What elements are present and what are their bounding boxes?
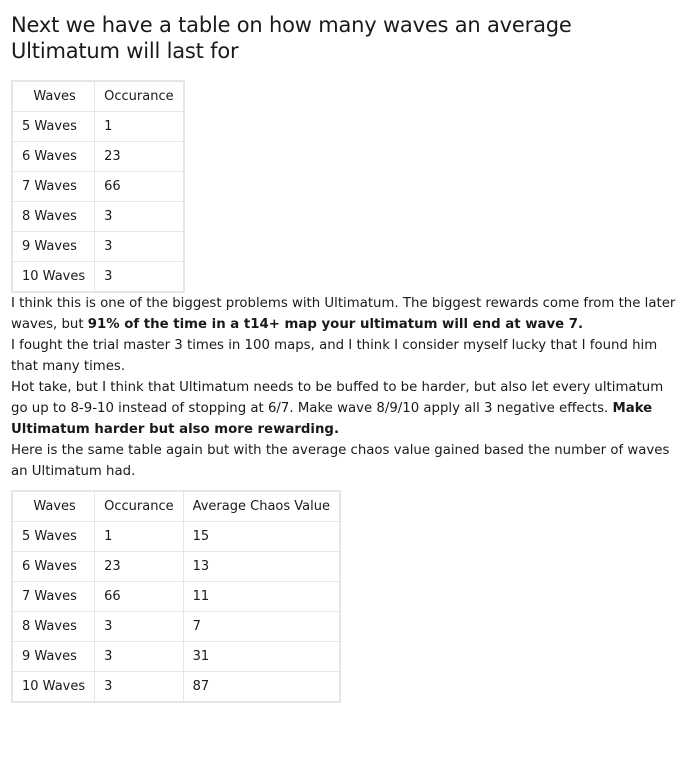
cell-waves: 10 Waves <box>12 672 95 703</box>
paragraph-text: I fought the trial master 3 times in 100 maps, and I think I consider myself lucky that I found him that many times. <box>11 338 658 374</box>
post-body <box>11 12 679 703</box>
cell-waves: 5 Waves <box>12 112 95 142</box>
column-header-average-chaos-value: Average Chaos Value <box>183 491 340 522</box>
cell-occurance: 66 <box>95 582 183 612</box>
cell-average-chaos-value: 11 <box>183 582 340 612</box>
column-header-waves: Waves <box>12 81 95 112</box>
cell-waves: 6 Waves <box>12 552 95 582</box>
paragraph-text: Hot take, but I think that Ultimatum needs to be buffed to be harder, but also let every ultimatum go up to 8-9-10 instead of stopping at 6/7. Make wave 8/9/10 apply all 3 negative effects. <box>11 380 664 416</box>
cell-average-chaos-value: 7 <box>183 612 340 642</box>
cell-occurance: 3 <box>95 202 184 232</box>
table-row <box>12 612 340 642</box>
table-row <box>12 112 184 142</box>
table-row <box>12 172 184 202</box>
cell-occurance: 3 <box>95 672 183 703</box>
cell-average-chaos-value: 15 <box>183 522 340 552</box>
table-row <box>12 522 340 552</box>
column-header-waves: Waves <box>12 491 95 522</box>
waves-table <box>11 80 185 293</box>
table-row <box>12 142 184 172</box>
cell-waves: 7 Waves <box>12 172 95 202</box>
table-row <box>12 552 340 582</box>
cell-occurance: 1 <box>95 112 184 142</box>
table-row <box>12 582 340 612</box>
cell-occurance: 23 <box>95 142 184 172</box>
paragraph-hot-take <box>11 377 679 440</box>
cell-waves: 6 Waves <box>12 142 95 172</box>
paragraph-bold-text: Make Ultimatum harder but also more rewarding. <box>11 401 653 437</box>
cell-occurance: 23 <box>95 552 183 582</box>
cell-occurance: 3 <box>95 612 183 642</box>
cell-occurance: 1 <box>95 522 183 552</box>
paragraph-text: Here is the same table again but with the average chaos value gained based the number of waves an Ultimatum had. <box>11 443 670 479</box>
table-row <box>12 202 184 232</box>
cell-average-chaos-value: 87 <box>183 672 340 703</box>
table-header-row <box>12 491 340 522</box>
cell-waves: 8 Waves <box>12 202 95 232</box>
paragraph-bold-text: 91% of the time in a t14+ map your ultimatum will end at wave 7. <box>87 317 584 332</box>
cell-occurance: 3 <box>95 262 184 293</box>
cell-waves: 8 Waves <box>12 612 95 642</box>
cell-waves: 10 Waves <box>12 262 95 293</box>
table-row <box>12 232 184 262</box>
cell-waves: 7 Waves <box>12 582 95 612</box>
cell-average-chaos-value: 31 <box>183 642 340 672</box>
paragraph-text: I think this is one of the biggest problems with Ultimatum. The biggest rewards come from the later waves, but <box>11 296 676 332</box>
waves-chaos-table <box>11 490 341 703</box>
cell-occurance: 3 <box>95 232 184 262</box>
cell-waves: 9 Waves <box>12 232 95 262</box>
table-header-row <box>12 81 184 112</box>
cell-occurance: 66 <box>95 172 184 202</box>
paragraph-table-intro <box>11 440 679 482</box>
cell-waves: 9 Waves <box>12 642 95 672</box>
column-header-occurance: Occurance <box>95 81 184 112</box>
cell-waves: 5 Waves <box>12 522 95 552</box>
table-row <box>12 262 184 293</box>
cell-occurance: 3 <box>95 642 183 672</box>
cell-average-chaos-value: 13 <box>183 552 340 582</box>
table-row <box>12 642 340 672</box>
column-header-occurance: Occurance <box>95 491 183 522</box>
paragraph-problems <box>11 293 679 377</box>
table-row <box>12 672 340 703</box>
section-heading: Next we have a table on how many waves an average Ultimatum will last for <box>11 13 572 63</box>
